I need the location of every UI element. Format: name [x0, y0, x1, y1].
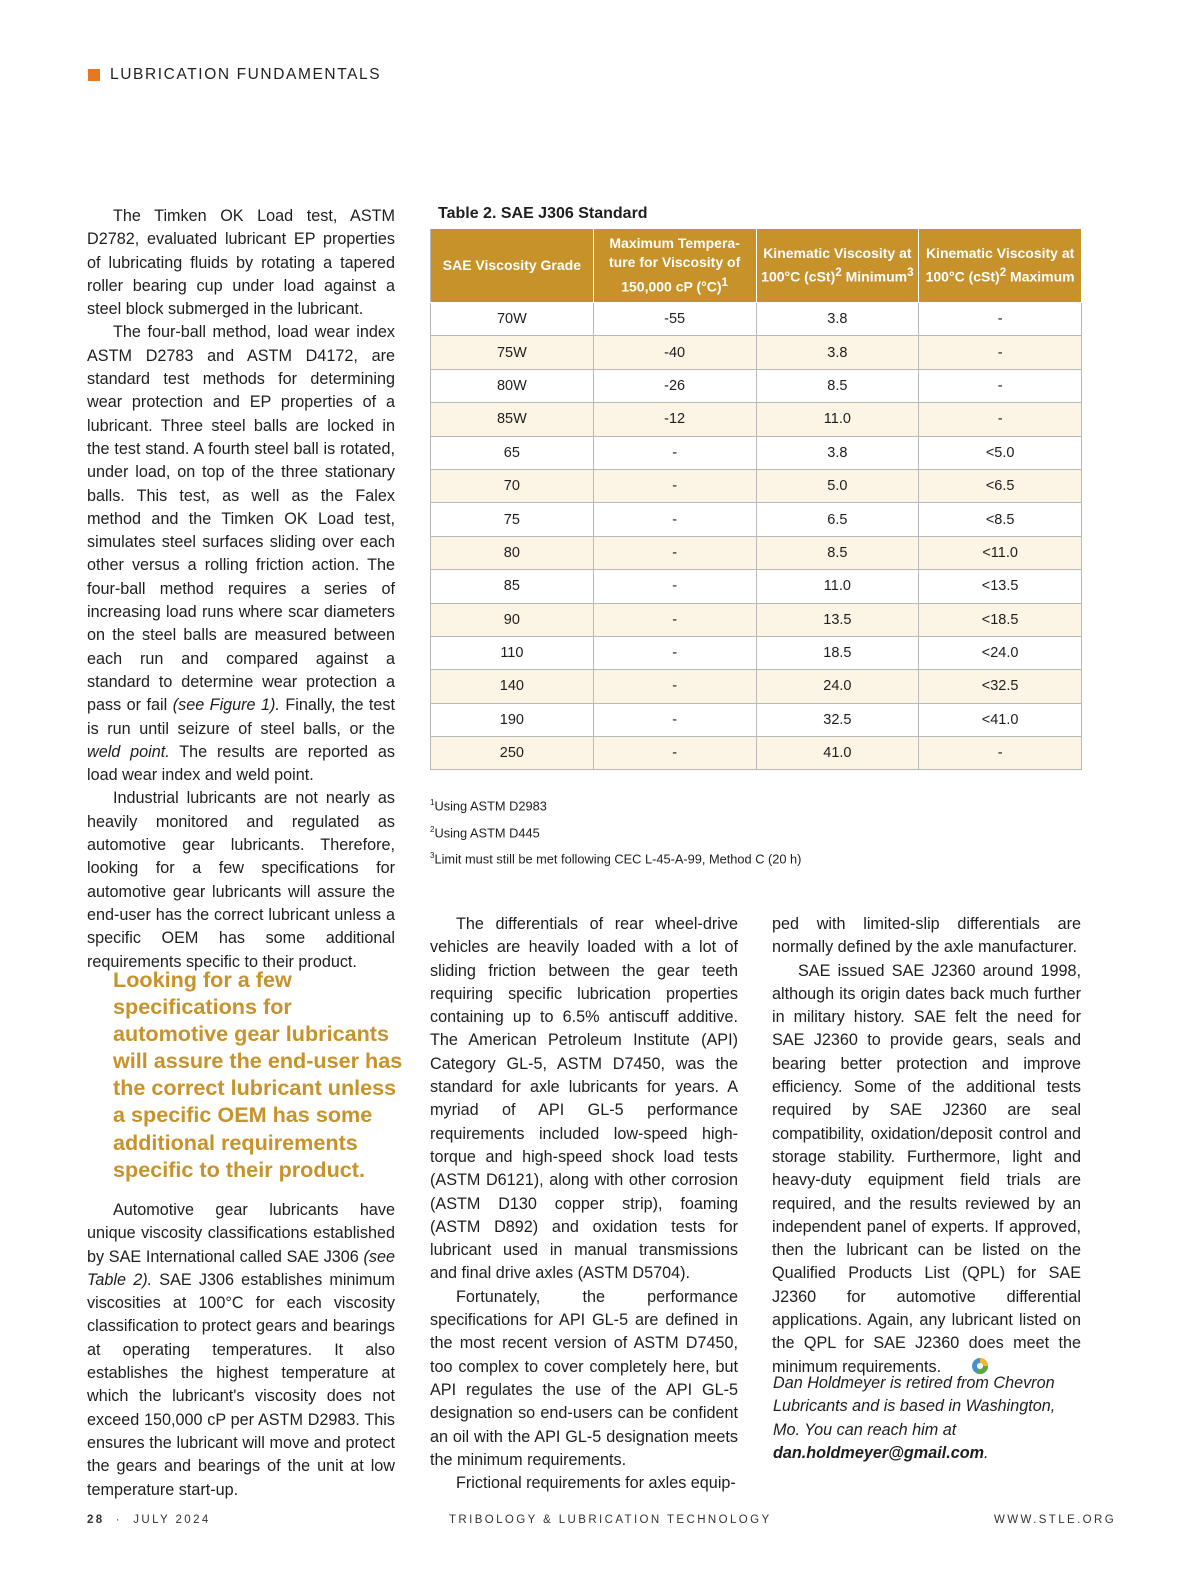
table-header-row [431, 229, 1082, 303]
footer-site: WWW.STLE.ORG [994, 1514, 1117, 1526]
pull-quote: Looking for a few specifications for automotive gear lubricants will assure the end-user has the correct lubricant unless a specific OEM has some additional requirements specific to their product. [113, 967, 403, 1182]
table-cell: 80W [431, 369, 594, 402]
table-row [431, 636, 1082, 669]
table-cell: <24.0 [919, 636, 1082, 669]
table-cell: <6.5 [919, 469, 1082, 502]
table-cell: - [593, 469, 756, 502]
table-note-1: $^1$Using ASTM D2983 [430, 798, 547, 814]
table-cell: 80 [431, 536, 594, 569]
sae-j306-table [430, 228, 1082, 770]
table-note-3: $^3$Limit must still be met following CEC L-45-A-99, Method C (20 h) [430, 851, 802, 867]
table-cell: 41.0 [756, 737, 919, 770]
table-cell: - [593, 570, 756, 603]
table-cell: - [919, 369, 1082, 402]
table-cell: 8.5 [756, 369, 919, 402]
table-row [431, 303, 1082, 336]
table-cell: 13.5 [756, 603, 919, 636]
table-cell: -55 [593, 303, 756, 336]
table-cell: 75W [431, 336, 594, 369]
section-header [88, 66, 381, 84]
table-row [431, 703, 1082, 736]
table-cell: - [593, 436, 756, 469]
table-cell: 250 [431, 737, 594, 770]
table-cell: - [593, 636, 756, 669]
author-bio: Dan Holdmeyer is retired from Chevron Lubricants and is based in Washington, Mo. You can reach him at dan.holdmeyer@gmail.com. [773, 1374, 1056, 1462]
table-cell: <18.5 [919, 603, 1082, 636]
paragraph: The four-ball method, load wear index ASTM D2783 and ASTM D4172, are standard test methods for determining wear protection and EP properties of a lubricant. Three steel balls are locked in the test stand. A fourth steel ball is rotated, under load, on top of the three stationary balls. This test, as well as the Falex method and the Timken OK Load test, simulates steel surfaces sliding over each other versus a rolling friction action. The four-ball method requires a series of increasing load runs where scar diameters on the steel balls are measured between each run and compared against a standard to determine wear protection a pass or fail (see Figure 1). Finally, the test is run until seizure of steel balls, or the weld point. The results are reported as load wear index and weld point. [87, 323, 396, 785]
table-cell: <41.0 [919, 703, 1082, 736]
table-cell: 3.8 [756, 303, 919, 336]
table-cell: 11.0 [756, 570, 919, 603]
table-cell: 70 [431, 469, 594, 502]
table-cell: - [919, 737, 1082, 770]
table-cell: 3.8 [756, 336, 919, 369]
table-row [431, 369, 1082, 402]
table-cell: -40 [593, 336, 756, 369]
middle-column [430, 913, 738, 1495]
table-row [431, 737, 1082, 770]
paragraph: Automotive gear lubricants have unique viscosity classifications established by SAE International called SAE J306 (see Table 2). SAE J306 establishes minimum viscosities at 100°C for each viscosity classification to protect gears and bearings at operating temperatures. It also establishes the highest temperature at which the lubricant's viscosity does not exceed 150,000 cP per ASTM D2983. This ensures the lubricant will move and protect the gears and bearings of the unit at low temperature start-up. [87, 1201, 396, 1499]
table-row [431, 469, 1082, 502]
table-cell: - [593, 503, 756, 536]
table-cell: 85 [431, 570, 594, 603]
table-header: Kinematic Viscosity at 100°C (cSt)$^2$ Maximum [919, 229, 1082, 303]
table-cell: 11.0 [756, 403, 919, 436]
table-cell: <32.5 [919, 670, 1082, 703]
table-cell: 110 [431, 636, 594, 669]
table-row [431, 436, 1082, 469]
table-cell: 24.0 [756, 670, 919, 703]
table-cell: - [593, 670, 756, 703]
table-header: Kinematic Viscosity at 100°C (cSt)$^2$ Minimum$^3$ [756, 229, 919, 303]
table-cell: - [593, 603, 756, 636]
table-cell: 85W [431, 403, 594, 436]
table-row [431, 336, 1082, 369]
table-header: SAE Viscosity Grade [431, 229, 594, 303]
author-email-link[interactable]: dan.holdmeyer@gmail.com [773, 1443, 984, 1462]
table-cell: -26 [593, 369, 756, 402]
table-cell: -12 [593, 403, 756, 436]
footer-left: 28 · JULY 2024 [87, 1514, 211, 1526]
table-note-2: $^2$Using ASTM D445 [430, 825, 540, 841]
table-row [431, 570, 1082, 603]
paragraph: Industrial lubricants are not nearly as heavily monitored and regulated as automotive gear lubricants. Therefore, looking for a few specifications for automotive gear lubricants will assure the end-user has the correct lubricant unless a specific OEM has some additional requirements specific to their product. [87, 789, 395, 971]
table-row [431, 403, 1082, 436]
table-cell: - [593, 536, 756, 569]
left-column-top [87, 205, 395, 974]
table-row [431, 670, 1082, 703]
table-row [431, 603, 1082, 636]
table-row [431, 536, 1082, 569]
table-header: Maximum Tempera- ture for Viscosity of 150,000 cP $(^\circ C)^1$ [593, 229, 756, 303]
paragraph: The differentials of rear wheel-drive vehicles are heavily loaded with a lot of sliding friction between the gear teeth requiring specific lubrication properties containing up to 6.5% antiscuff additive. The American Petroleum Institute (API) Category GL-5, ASTM D7450, was the standard for axle lubricants for years. A myriad of API GL-5 performance requirements included low-speed high-torque and high-speed shock load tests (ASTM D6121), along with other corrosion (ASTM D130 copper strip), foaming (ASTM D892) and oxidation tests for lubricant used in manual transmissions and final drive axles (ASTM D5704). [430, 915, 738, 1283]
table-cell: 90 [431, 603, 594, 636]
table-cell: <13.5 [919, 570, 1082, 603]
table-cell: 6.5 [756, 503, 919, 536]
table-cell: 18.5 [756, 636, 919, 669]
table-cell: <11.0 [919, 536, 1082, 569]
table-cell: - [593, 737, 756, 770]
right-column [772, 913, 1081, 1382]
paragraph: Fortunately, the performance specifications for API GL-5 are defined in the most recent version of ASTM D7450, too complex to cover completely here, but API regulates the use of the API GL-5 designation so end-users can be confident an oil with the API GL-5 designation meets the minimum requirements. [430, 1287, 738, 1469]
paragraph: The Timken OK Load test, ASTM D2782, evaluated lubricant EP properties of lubricating fluids by rotating a tapered roller bearing cup under load against a steel block submerged in the lubricant. [87, 207, 395, 319]
table-cell: 5.0 [756, 469, 919, 502]
section-title: LUBRICATION FUNDAMENTALS [110, 66, 382, 83]
table-cell: <5.0 [919, 436, 1082, 469]
table-cell: 140 [431, 670, 594, 703]
left-column-bottom [87, 1199, 395, 1502]
table-cell: 190 [431, 703, 594, 736]
table-cell: - [919, 403, 1082, 436]
table-cell: - [919, 336, 1082, 369]
paragraph: ped with limited-slip differentials are normally defined by the axle manufacturer. [772, 915, 1081, 957]
footer-publication: TRIBOLOGY & LUBRICATION TECHNOLOGY [449, 1514, 772, 1526]
table-cell: 75 [431, 503, 594, 536]
table-row [431, 503, 1082, 536]
table-cell: 65 [431, 436, 594, 469]
paragraph: Frictional requirements for axles equip- [456, 1474, 736, 1493]
table-cell: 70W [431, 303, 594, 336]
table-cell: <8.5 [919, 503, 1082, 536]
table-cell: - [919, 303, 1082, 336]
table-title: Table 2. SAE J306 Standard [438, 205, 648, 222]
table-cell: 8.5 [756, 536, 919, 569]
table-cell: - [593, 703, 756, 736]
section-marker-square [88, 69, 100, 81]
table-cell: 3.8 [756, 436, 919, 469]
paragraph: SAE issued SAE J2360 around 1998, although its origin dates back much further in military history. SAE felt the need for SAE J2360 to provide gears, seals and bearing better protection and improve efficiency. Some of the additional tests required by SAE J2360 are seal compatibility, oxidation/deposit control and storage stability. Furthermore, light and heavy-duty equipment field trials are required, and the results reviewed by an independent panel of experts. If approved, then the lubricant can be listed on the Qualified Products List (QPL) for SAE J2360 for automotive differential applications. Again, any lubricant listed on the QPL for SAE J2360 does meet the minimum requirements. [772, 960, 1081, 1382]
table-cell: 32.5 [756, 703, 919, 736]
